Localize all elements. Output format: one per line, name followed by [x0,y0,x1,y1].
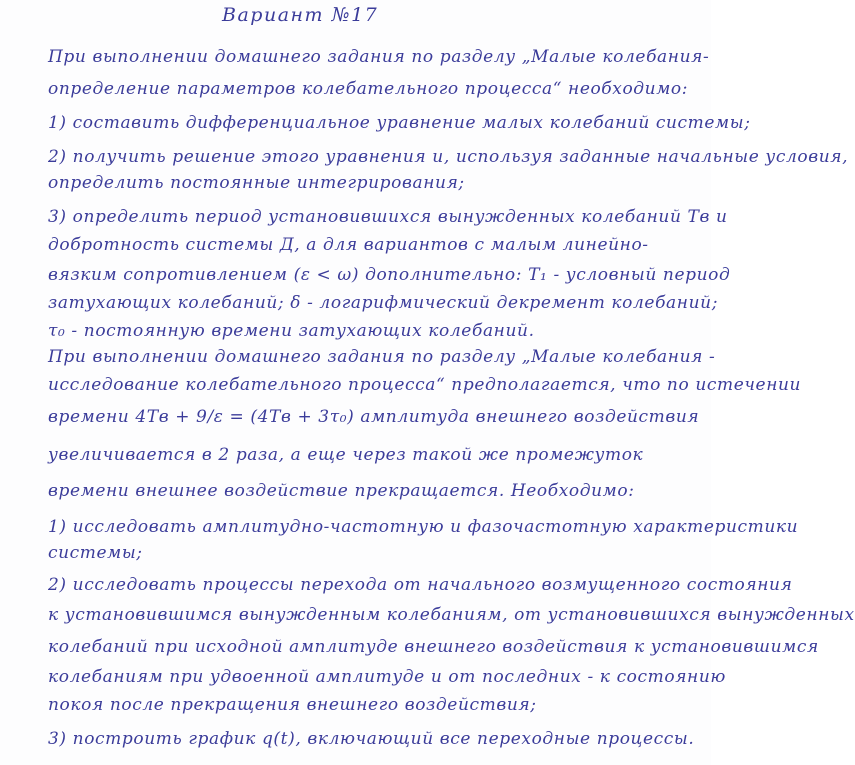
text-line: вязким сопротивлением (ε < ω) дополнительно: T₁ - условный период [48,265,731,285]
variant-title: Вариант №17 [222,4,379,26]
text-line: системы; [48,543,143,563]
text-line: времени 4Tв + 9/ε = (4Tв + 3τ₀) амплитуда внешнего воздействия [48,407,700,427]
text-line: к установившимся вынужденным колебаниям, от установившихся вынужденных [48,605,855,625]
text-line: колебаниям при удвоенной амплитуде и от последних - к состоянию [48,667,726,687]
text-line: При выполнении домашнего задания по разделу „Малые колебания- [48,47,710,67]
text-line: 2) исследовать процессы перехода от начального возмущенного состояния [48,575,793,595]
text-line: 3) построить график q(t), включающий все переходные процессы. [48,729,695,749]
text-line: 1) составить дифференциальное уравнение малых колебаний системы; [48,113,751,133]
text-line: определение параметров колебательного процесса“ необходимо: [48,79,689,99]
text-line: 2) получить решение этого уравнения и, используя заданные начальные условия, [48,147,849,167]
text-line: покоя после прекращения внешнего воздействия; [48,695,537,715]
text-line: 1) исследовать амплитудно-частотную и фазочастотную характеристики [48,517,799,537]
text-line: При выполнении домашнего задания по разделу „Малые колебания - [48,347,716,367]
text-line: времени внешнее воздействие прекращается. Необходимо: [48,481,635,501]
text-line: 3) определить период установившихся вынужденных колебаний Tв и [48,207,728,227]
text-line: исследование колебательного процесса“ предполагается, что по истечении [48,375,802,395]
text-line: определить постоянные интегрирования; [48,173,465,193]
text-line: τ₀ - постоянную времени затухающих колебаний. [48,321,535,341]
text-line: затухающих колебаний; δ - логарифмический декремент колебаний; [48,293,719,313]
text-line: колебаний при исходной амплитуде внешнего воздействия к установившимся [48,637,819,657]
text-line: увеличивается в 2 раза, а еще через такой же промежуток [48,445,644,465]
text-line: добротность системы Д, а для вариантов с малым линейно- [48,235,649,255]
